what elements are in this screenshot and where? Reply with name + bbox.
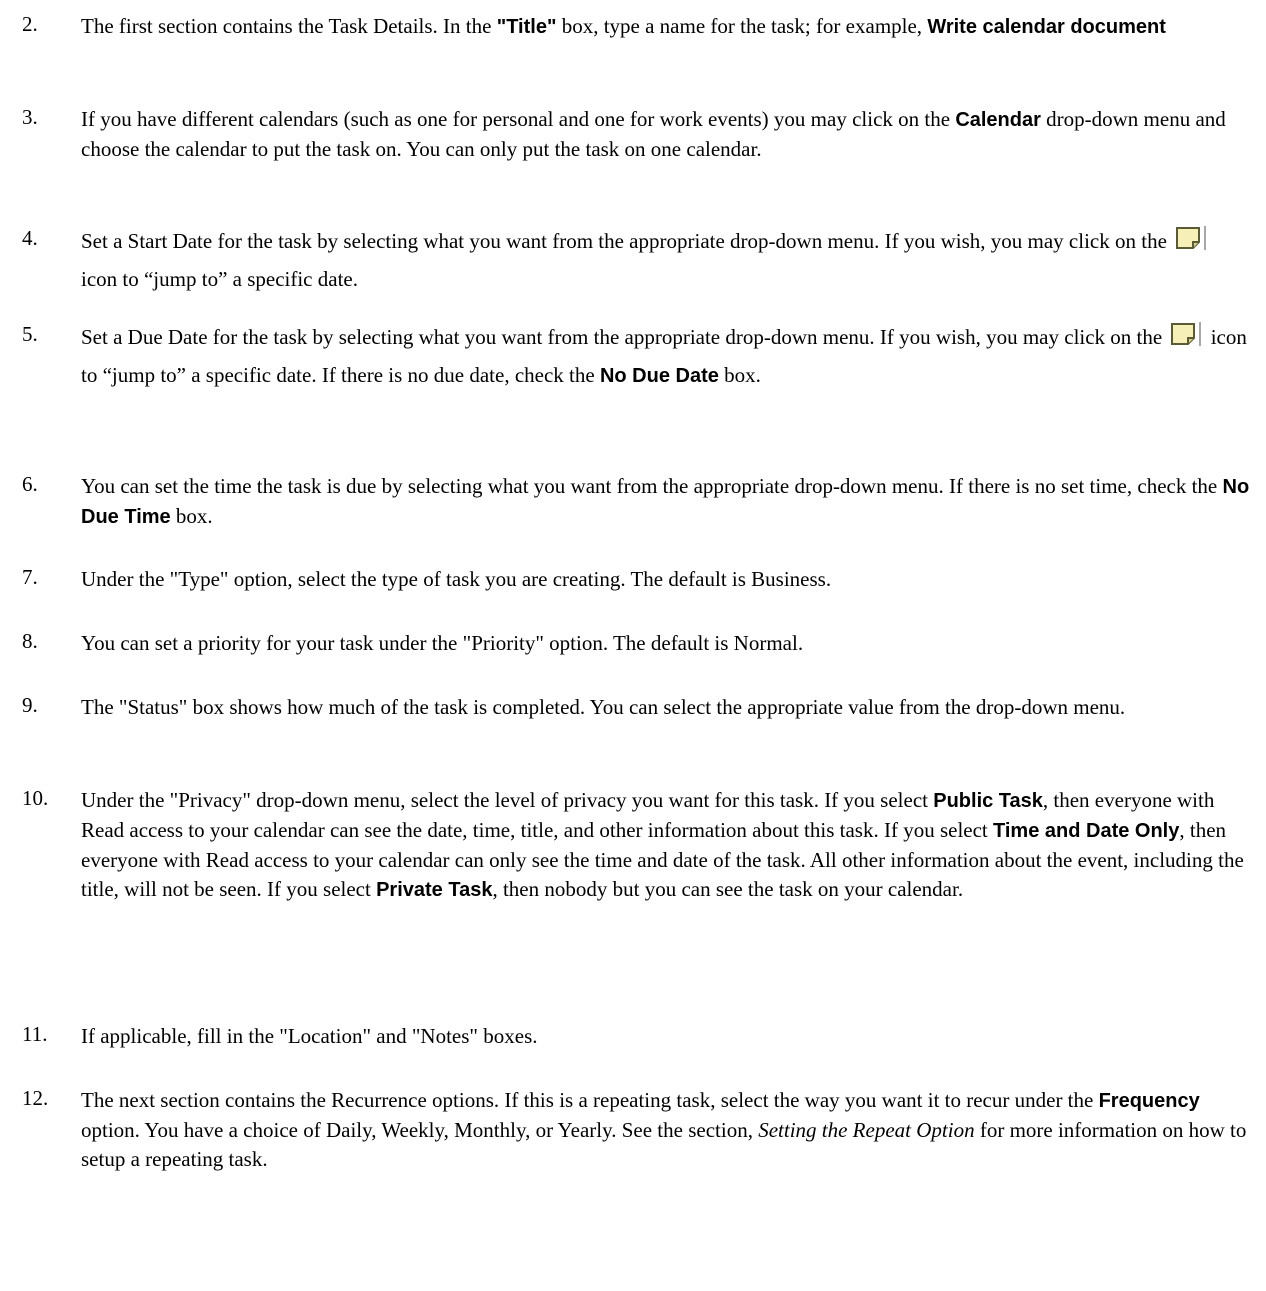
- item-number: 6.: [22, 472, 38, 496]
- item-number: 11.: [22, 1022, 48, 1046]
- text-run: You can set the time the task is due by selecting what you want from the appropriate drop-down menu. If there is no set time, check the: [81, 474, 1223, 498]
- text-run: The first section contains the Task Details. In the: [81, 14, 497, 38]
- item-text: [81, 318, 1251, 395]
- item-number: 3.: [22, 105, 38, 129]
- bold-term-public-task: Public Task: [933, 790, 1043, 812]
- text-run: option. You have a choice of Daily, Weekly, Monthly, or Yearly. See the section,: [81, 1118, 759, 1142]
- text-run: drop-down menu and choose the calendar to put the task on. You can only put the task on one calendar.: [81, 107, 1226, 161]
- item-number: 7.: [22, 565, 38, 589]
- text-run: The "Status" box shows how much of the task is completed. You can select the appropriate value from the drop-down menu.: [81, 695, 1126, 719]
- item-text: [81, 222, 1251, 298]
- text-run: , then nobody but you can see the task on your calendar.: [492, 877, 964, 901]
- bold-term-no-due-time: No Due Time: [81, 476, 1250, 528]
- text-run: If you have different calendars (such as one for personal and one for work events) you may click on the: [81, 107, 956, 131]
- item-text: [81, 1022, 1251, 1051]
- example-title: Write calendar document: [927, 16, 1166, 38]
- item-text: [81, 565, 1251, 594]
- section-reference: Setting the Repeat Option: [758, 1118, 975, 1142]
- item-text: [81, 693, 1251, 722]
- item-text: [81, 629, 1251, 658]
- item-number: 5.: [22, 322, 38, 346]
- text-run: , then everyone with Read access to your calendar can only see the time and date of the task. All other information about the event, including the title, will not be seen. If you select: [81, 818, 1244, 901]
- item-number: 2.: [22, 12, 38, 36]
- bold-term-time-and-date-only: Time and Date Only: [993, 820, 1180, 842]
- text-run: icon to “jump to” a specific date. If there is no due date, check the: [81, 325, 1247, 387]
- text-run: box.: [718, 363, 761, 387]
- item-number: 9.: [22, 693, 38, 717]
- text-run: for more information on how to setup a repeating task.: [81, 1118, 1247, 1171]
- calendar-note-icon: [1169, 321, 1203, 347]
- text-run: icon to “jump to” a specific date.: [81, 267, 358, 291]
- item-text: [81, 12, 1251, 42]
- text-run: Under the "Type" option, select the type of task you are creating. The default is Business.: [81, 567, 832, 591]
- text-run: , then everyone with Read access to your calendar can see the date, time, title, and other information about this task. If you select: [81, 788, 1215, 842]
- bold-term-no-due-date: No Due Date: [599, 365, 719, 387]
- bold-term-calendar: Calendar: [955, 109, 1041, 131]
- bold-term-private-task: Private Task: [376, 879, 493, 901]
- text-run: Set a Due Date for the task by selecting what you want from the appropriate drop-down menu. If you wish, you may click on the: [81, 325, 1168, 349]
- text-run: box, type a name for the task; for example,: [556, 14, 928, 38]
- item-number: 10.: [22, 786, 49, 810]
- text-run: Under the "Privacy" drop-down menu, select the level of privacy you want for this task. If you select: [81, 788, 934, 812]
- item-text: [81, 105, 1251, 164]
- text-run: box.: [170, 504, 213, 528]
- text-run: If applicable, fill in the "Location" and "Notes" boxes.: [81, 1024, 538, 1048]
- text-run: Set a Start Date for the task by selecting what you want from the appropriate drop-down menu. If you wish, you may click on the: [81, 229, 1173, 253]
- text-run: You can set a priority for your task under the "Priority" option. The default is Normal.: [81, 631, 804, 655]
- text-run: The next section contains the Recurrence options. If this is a repeating task, select the way you want it to recur under the: [81, 1088, 1099, 1112]
- calendar-note-icon: [1174, 225, 1208, 251]
- item-number: 12.: [22, 1086, 49, 1110]
- item-number: 4.: [22, 226, 38, 250]
- item-text: [81, 1086, 1251, 1174]
- item-number: 8.: [22, 629, 38, 653]
- item-text: [81, 786, 1251, 905]
- item-text: [81, 472, 1251, 532]
- bold-term-frequency: Frequency: [1098, 1090, 1200, 1112]
- title-quoted: "Title": [496, 16, 557, 38]
